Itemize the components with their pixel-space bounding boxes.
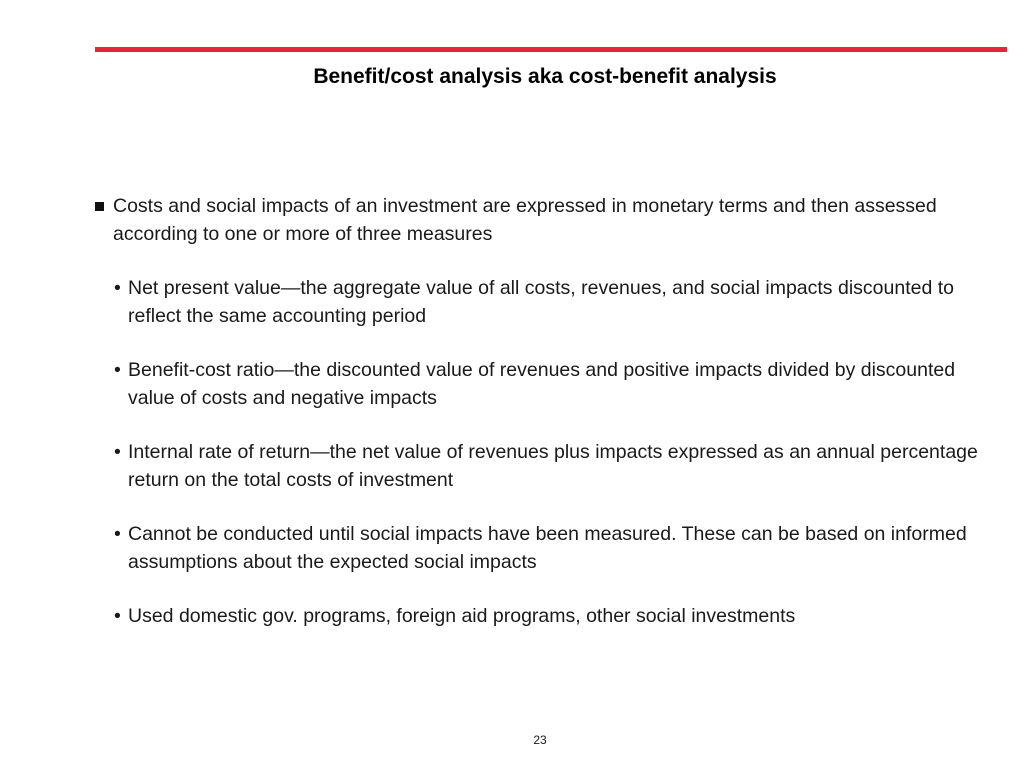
dot-bullet-icon: • bbox=[114, 277, 121, 299]
sub-bullet-text: Used domestic gov. programs, foreign aid programs, other social investments bbox=[128, 605, 796, 627]
sub-bullet-item-prerequisite bbox=[92, 521, 992, 576]
sub-bullet-item-irr bbox=[92, 439, 992, 494]
sub-bullet-item-usage bbox=[92, 603, 992, 631]
sub-bullet-list bbox=[92, 275, 992, 631]
sub-bullet-text: Benefit-cost ratio—the discounted value of revenues and positive impacts divided by discounted value of costs and negative impacts bbox=[128, 359, 956, 409]
main-bullet-item bbox=[92, 193, 992, 248]
sub-bullet-text: Internal rate of return—the net value of revenues plus impacts expressed as an annual percentage return on the total costs of investment bbox=[128, 441, 978, 491]
sub-bullet-text: Cannot be conducted until social impacts have been measured. These can be based on informed assumptions about the expected social impacts bbox=[128, 523, 967, 573]
dot-bullet-icon: • bbox=[114, 359, 121, 381]
title-accent-rule bbox=[95, 47, 1007, 52]
sub-bullet-text: Net present value—the aggregate value of all costs, revenues, and social impacts discounted to reflect the same accounting period bbox=[128, 277, 954, 327]
dot-bullet-icon: • bbox=[114, 441, 121, 463]
square-bullet-icon bbox=[95, 202, 104, 211]
main-bullet-text: Costs and social impacts of an investment are expressed in monetary terms and then assessed according to one or more of three measures bbox=[113, 195, 937, 245]
dot-bullet-icon: • bbox=[114, 605, 121, 627]
slide-content bbox=[92, 193, 992, 631]
sub-bullet-item-bcr bbox=[92, 357, 992, 412]
sub-bullet-item-npv bbox=[92, 275, 992, 330]
dot-bullet-icon: • bbox=[114, 523, 121, 545]
slide-title: Benefit/cost analysis aka cost-benefit analysis bbox=[313, 65, 777, 88]
page-number: 23 bbox=[533, 733, 547, 747]
